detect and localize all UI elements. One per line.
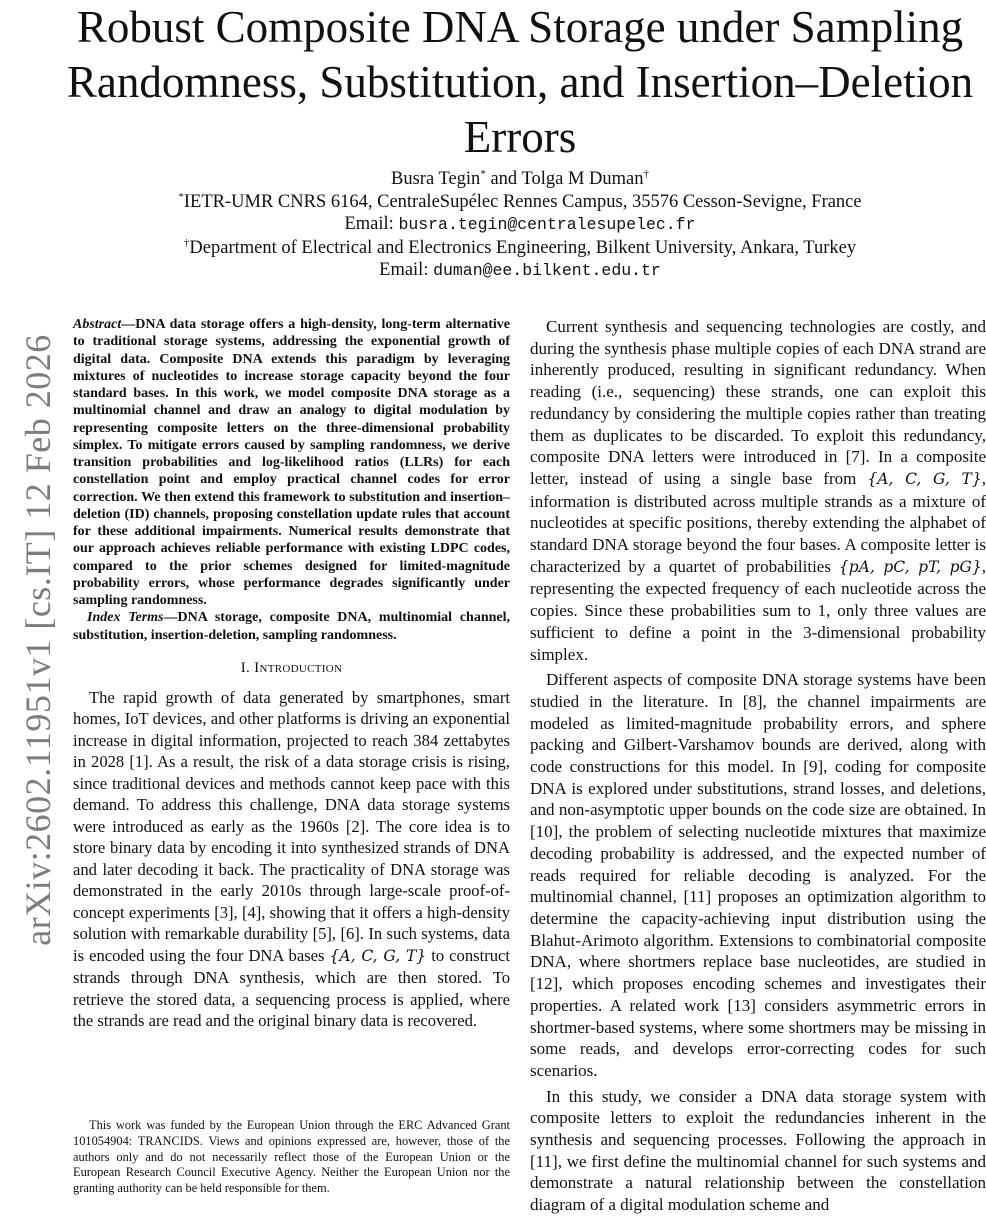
intro-text-2: to construct strands through DNA synthesis, which are then stored. To retrieve the stored data, a sequencing process is applied, where the strands are read and the original binary data is recovered. [73, 945, 510, 1031]
affiliation-2-mark: † [183, 236, 190, 249]
arxiv-identifier-stamp: arXiv:2602.11951v1 [cs.IT] 12 Feb 2026 [18, 334, 58, 946]
section-number: I. [240, 659, 255, 676]
title-block [60, 0, 980, 165]
author-2: Tolga M Duman [521, 169, 644, 189]
paragraph-this-study: In this study, we consider a DNA data storage system with composite letters to exploit the redundancies inherent in the synthesis and sequencing processes. Following the approach in [11], we first define the multinomial channel for such systems and demonstrate a natural relationship between the constellation diagram of a digital modulation scheme and [530, 1086, 986, 1215]
author-1-mark: * [480, 167, 486, 180]
affiliation-2 [60, 237, 980, 260]
affiliation-1 [60, 191, 980, 214]
author-connector: and [485, 169, 522, 189]
abstract-text: —DNA data storage offers a high-density, long-term alternative to traditional storage systems, addressing the exponential growth of digital data. Composite DNA extends this paradigm by leveraging mixtures of nucleotides to increase storage capacity beyond the four standard bases. In this work, we model composite DNA storage as a multinomial channel and draw an analogy to digital modulation by representing composite letters on the three-dimensional probability simplex. To mitigate errors caused by sampling randomness, we derive transition probabilities and log-likelihood ratios (LLRs) for each constellation point and employ practical channel codes for error correction. We then extend this framework to substitution and insertion–deletion (ID) channels, proposing constellation update rules that account for these additional impairments. Numerical results demonstrate that our approach achieves reliable performance with existing LDPC codes, compared to the prior schemes designed for limited-magnitude probability errors, whose performance degrades significantly under sampling randomness. [73, 317, 510, 608]
paragraph-literature: Different aspects of composite DNA storage systems have been studied in the literature. In [8], the channel impairments are modeled as limited-magnitude probability errors, and sphere packing and Gilbert-Varshamov bounds are derived, along with code constructions for this model. In [9], coding for composite DNA is explored under substitutions, strand losses, and deletions, and non-asymptotic upper bounds on the code size are obtained. In [10], the problem of selecting nucleotide mixtures that maximize decoding probability is addressed, and the expected number of reads required for reliable decoding is analyzed. For the multinomial channel, [11] proposes an optimization algorithm to determine the capacity-achieving input distribution using the Blahut-Arimoto algorithm. Extensions to combinatorial composite DNA, where shortmers replace base nucleotides, are studied in [12], which proposes encoding schemes and investigates their properties. A related work [13] considers asymmetric errors in shortmer-based systems, where some shortmers may be missing in some reads, and develops error-correcting codes for such scenarios. [530, 670, 986, 1080]
email-line-1 [60, 213, 980, 237]
right-column [530, 316, 986, 1220]
intro-text-1: The rapid growth of data generated by smartphones, smart homes, IoT devices, and other platforms is driving an exponential increase in digital information, projected to reach 384 zettabytes in 2028 [1]. As a result, the risk of a data storage crisis is rising, since traditional devices and methods cannot keep pace with this demand. To address this challenge, DNA data storage systems were introduced as early as the 1960s [2]. The core idea is to store binary data by encoding it into synthesized strands of DNA and later decoding it back. The practicality of DNA storage was demonstrated in the early 2010s through large-scale proof-of-concept experiments [3], [4], showing that it offers a high-density solution with remarkable durability [5], [6]. In such systems, data is encoded using the four DNA bases [73, 687, 510, 965]
para1-math-bases: {A, C, G, T} [867, 469, 982, 488]
index-terms [73, 609, 510, 644]
author-1: Busra Tegin [391, 169, 481, 189]
paragraph-composite-letters [530, 316, 986, 665]
section-heading-introduction [73, 660, 510, 677]
author-2-mark: † [643, 167, 649, 180]
index-terms-text: —DNA storage, composite DNA, multinomial channel, substitution, insertion-deletion, sampling randomness. [73, 610, 510, 643]
para1-text-c: , representing the expected frequency of each nucleotide across the copies. Since these probabilities sum to 1, only three values are sufficient to define a point in the 3-dimensional probability simplex. [530, 556, 986, 664]
affiliation-1-text: IETR-UMR CNRS 6164, CentraleSupélec Rennes Campus, 35576 Cesson-Sevigne, France [183, 191, 862, 212]
section-title: Introduction [254, 659, 343, 676]
para1-math-probabilities: {pA, pC, pT, pG} [838, 557, 982, 576]
abstract-label: Abstract [73, 317, 122, 332]
author-block [60, 168, 980, 283]
email-label-2: Email: [379, 260, 434, 280]
left-column [73, 316, 510, 1032]
paper-title: Robust Composite DNA Storage under Sampling Randomness, Substitution, and Insertion–Deletion Errors [66, 2, 974, 162]
affiliation-2-text: Department of Electrical and Electronics Engineering, Bilkent University, Ankara, Turkey [189, 237, 857, 258]
email-label-1: Email: [344, 214, 399, 234]
affiliation-1-mark: * [178, 190, 184, 203]
intro-math-bases: {A, C, G, T} [329, 946, 427, 965]
email-line-2 [60, 259, 980, 283]
intro-paragraph [73, 687, 510, 1032]
index-terms-label: Index Terms [87, 610, 164, 626]
para1-text-b: , information is distributed across multiple strands as a mixture of nucleotides at specific positions, thereby extending the alphabet of standard DNA storage beyond the four bases. A composite letter is characterized by a quartet of probabilities [530, 468, 986, 576]
email-2[interactable]: duman@ee.bilkent.edu.tr [433, 261, 661, 280]
abstract [73, 316, 510, 609]
email-1[interactable]: busra.tegin@centralesupelec.fr [398, 215, 696, 234]
author-line [60, 168, 980, 191]
para1-text-a: Current synthesis and sequencing technologies are costly, and during the synthesis phase multiple copies of each DNA strand are inherently produced, resulting in significant redundancy. When reading (i.e., sequencing) these strands, one can exploit this redundancy by considering the multiple copies rather than treating them as duplicates to be discarded. To exploit this redundancy, composite DNA letters were introduced in [7]. In a composite letter, instead of using a single base from [530, 317, 986, 488]
funding-footnote: This work was funded by the European Union through the ERC Advanced Grant 101054904: TRANCIDS. Views and opinions expressed are, however, those of the authors only and do not necessarily reflect those of the European Union or the European Research Council Executive Agency. Neither the European Union nor the granting authority can be held responsible for them. [73, 1118, 510, 1196]
